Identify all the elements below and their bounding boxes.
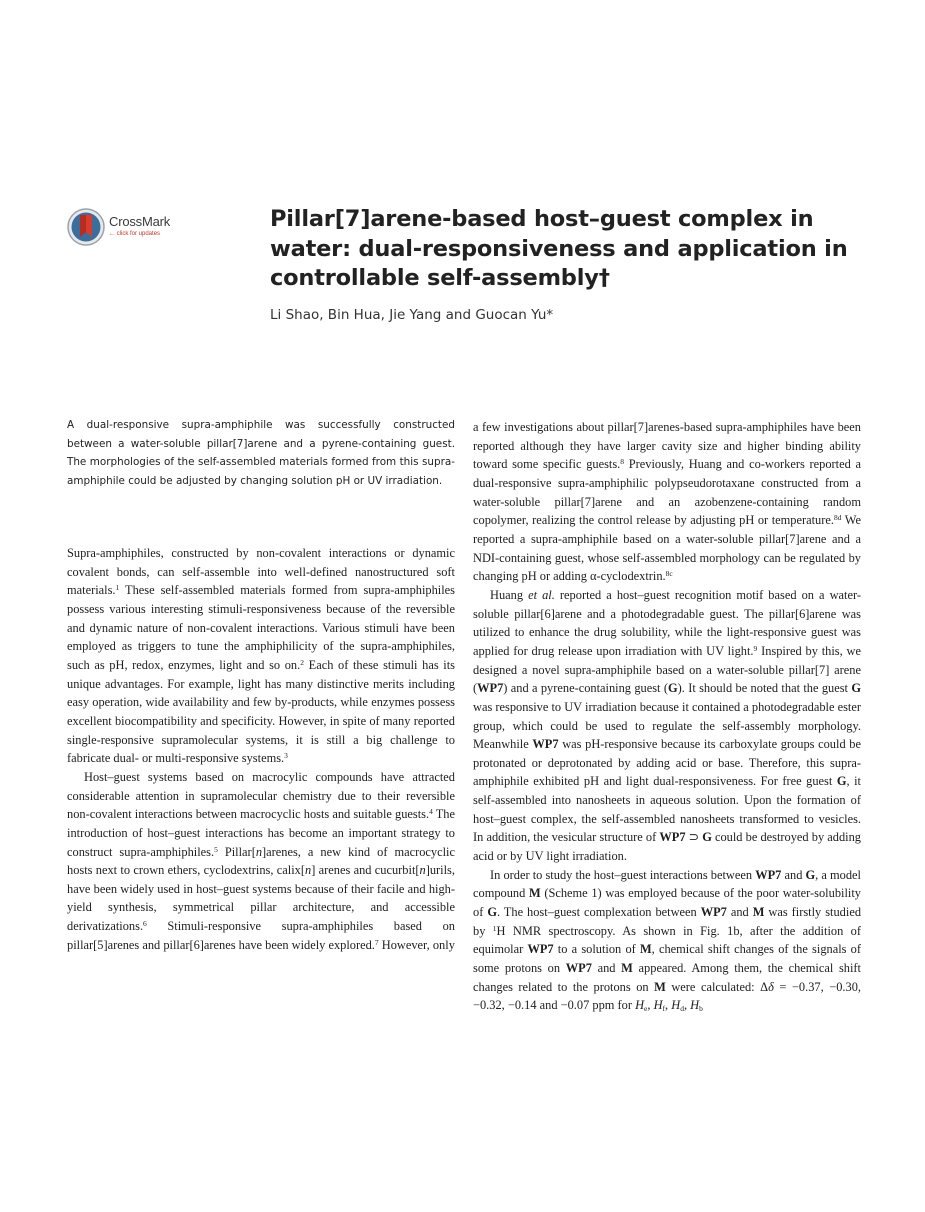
body-paragraph-2-continued: a few investigations about pillar[7]arenes-based supra-amphiphiles have been reported although they have larger cavity size and higher binding ability toward some specific guests.$^8$ Previously, Huang and co-workers reported a dual-responsive supra-amphiphilic polypseudorotaxane constructed from a water-soluble pillar[7]arene and an azobenzene-containing random copolymer, realizing the control release by adjusting pH or temperature.$^{8d}$ We reported a supra-amphiphile based on a water-soluble pillar[7]arene and a NDI-containing guest, whose self-assembled morphology can be regulated by changing pH or adding α-cyclodextrin.$^{8c}$ [473,420,862,584]
body-column-left [67,544,455,954]
article-title: Pillar[7]arene-based host–guest complex in water: dual-responsiveness and application in controllable self-assembly† [270,206,848,291]
body-paragraph-1: Supra-amphiphiles, constructed by non-covalent interactions or dynamic covalent bonds, can self-assemble into well-defined nanostructured soft materials.$^1$ These self-assembled materials formed from supra-amphiphiles possess various interesting stimuli-responsiveness because of the reversible and dynamic nature of non-covalent interactions. Various stimuli have been employed as triggers to tune the amphiphilicity of the supra-amphiphiles, such as pH, redox, enzymes, light and so on.$^2$ Each of these stimuli has its unique advantages. For example, light has many distinctive merits including easy operation, wide availability and few by-products, while enzymes possess excellent biocompatibility and specificity. However, in spite of many reported single-responsive supramolecular systems, it is still a big challenge to fabricate dual- or multi-responsive systems.$^3$ [67,546,455,766]
crossmark-badge[interactable] [67,207,187,249]
crossmark-icon [67,207,105,247]
body-column-right [473,418,861,1015]
body-paragraph-3: Huang et al. reported a host–guest recognition motif based on a water-soluble pillar[6]arene and a photodegradable guest. The pillar[6]arene was utilized to enhance the drug solubility, while the light-responsive guest was applied for drug release upon irradiation with UV light.$^9$ Inspired by this, we designed a novel supra-amphiphile based on a water-soluble pillar[7] arene (WP7) and a pyrene-containing guest (G). It should be noted that the guest G was responsive to UV irradiation because it contained a photodegradable ester group, which could be used to regulate the self-assembly morphology. Meanwhile WP7 was pH-responsive because its carboxylate groups could be protonated or deprotonated by adding acid or base. Therefore, this supra-amphiphile exhibited pH and light dual-responsiveness. For free guest G, it self-assembled into nanosheets in aqueous solution. Upon the formation of host–guest complex, the self-assembled nanosheets transformed to vesicles. In addition, the vesicular structure of WP7 ⊃ G could be destroyed by adding acid or by UV light irradiation. [473,587,862,864]
body-paragraph-4: In order to study the host–guest interactions between WP7 and G, a model compound M (Scheme 1) was employed because of the poor water-solubility of G. The host–guest complexation between WP7 and M was firstly studied by $^1$H NMR spectroscopy. As shown in Fig. 1b, after the addition of equimolar WP7 to a solution of M, chemical shift changes of the signals of some protons on WP7 and M appeared. Among them, the chemical shift changes related to the protons on M were calculated: Δδ = −0.37, −0.30, −0.32, −0.14 and −0.07 ppm for $H_e$, $H_f$, $H_d$, $H_b$ [473,867,862,1014]
crossmark-label: CrossMark [109,214,171,229]
abstract: A dual-responsive supra-amphiphile was successfully constructed between a water-soluble pillar[7]arene and a pyrene-containing guest. The morphologies of the self-assembled materials formed from this supra-amphiphile could be adjusted by changing solution pH or UV irradiation. [67,419,455,487]
crossmark-sublabel: ← click for updates [109,231,161,237]
body-paragraph-2: Host–guest systems based on macrocylic compounds have attracted considerable attention in supramolecular chemistry due to their reversible non-covalent interactions between macrocyclic hosts and suitable guests.$^4$ The introduction of host–guest interactions has become an important strategy to construct supra-amphiphiles.$^5$ Pillar[n]arenes, a new kind of macrocyclic hosts next to crown ethers, cyclodextrins, calix[n] arenes and cucurbit[n]urils, have been widely used in host–guest systems because of their facile and high-yield synthesis, symmetrical pillar architecture, and accessible derivatizations.$^6$ Stimuli-responsive supra-amphiphiles based on pillar[5]arenes and pillar[6]arenes have been widely explored.$^7$ However, only [67,769,456,952]
article-authors: Li Shao, Bin Hua, Jie Yang and Guocan Yu* [270,307,554,323]
